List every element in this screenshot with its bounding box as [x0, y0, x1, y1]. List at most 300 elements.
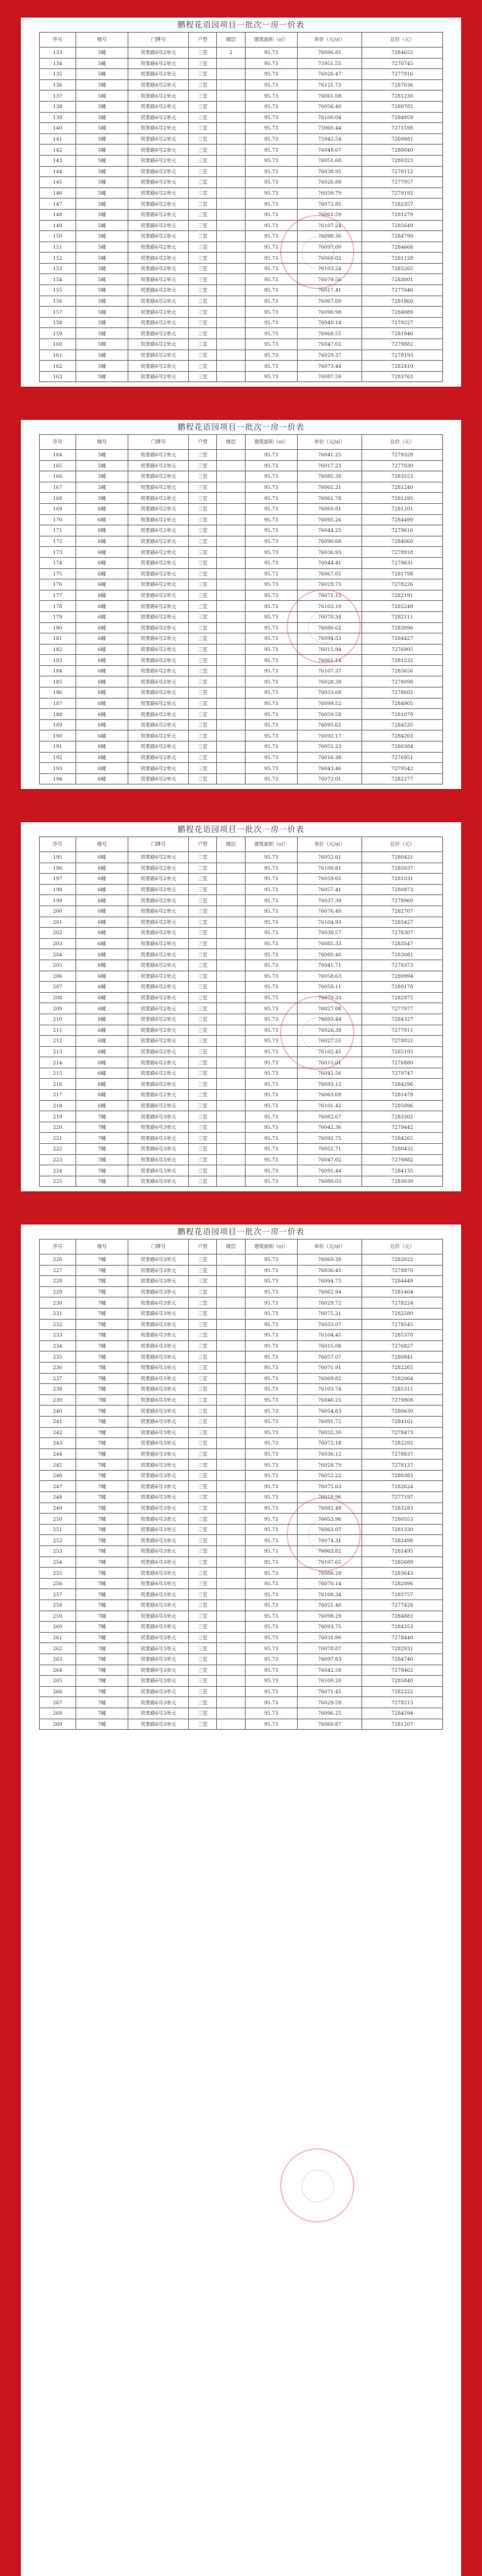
cell-type: 三室: [189, 1100, 217, 1111]
cell-type: 三室: [189, 874, 217, 885]
cell-floor: [217, 992, 245, 1003]
cell-area: 95.73: [245, 852, 297, 863]
cell-floor: [217, 1384, 245, 1395]
cell-building: 5幢: [76, 274, 128, 285]
cell-room: 贸景路6号3单元: [128, 1448, 189, 1460]
table-row: [40, 471, 443, 482]
cell-seq: 254: [40, 1557, 76, 1568]
cell-floor: [217, 525, 245, 536]
table-row: [40, 1643, 443, 1654]
cell-type: 三室: [189, 644, 217, 655]
cell-seq: 230: [40, 1297, 76, 1309]
cell-floor: [217, 209, 245, 220]
cell-total-price: 7281207: [362, 1719, 443, 1730]
cell-area: 95.73: [245, 1144, 297, 1155]
cell-room: 贸景路6号3单元: [128, 1154, 189, 1165]
cell-room: 贸景路6号2单元: [128, 69, 189, 80]
cell-area: 95.73: [245, 1708, 297, 1719]
cell-type: 三室: [189, 1373, 217, 1384]
cell-type: 三室: [189, 187, 217, 199]
header-room: 门牌号: [128, 435, 189, 450]
table-row: [40, 1578, 443, 1589]
cell-room: 贸景路6号2单元: [128, 590, 189, 601]
cell-total-price: 7280873: [362, 884, 443, 895]
cell-total-price: 7280782: [362, 101, 443, 112]
cell-total-price: 7278137: [362, 1460, 443, 1471]
cell-seq: 157: [40, 307, 76, 318]
cell-unit-price: 76052.71: [298, 1144, 362, 1155]
cell-type: 三室: [189, 1265, 217, 1276]
cell-area: 95.73: [245, 1514, 297, 1525]
cell-area: 95.73: [245, 1276, 297, 1287]
cell-unit-price: 76082.48: [298, 1503, 362, 1514]
table-row: [40, 503, 443, 514]
cell-room: 贸景路6号2单元: [128, 482, 189, 493]
cell-seq: 259: [40, 1611, 76, 1622]
cell-building: 5幢: [76, 220, 128, 231]
table-row: [40, 1697, 443, 1708]
table-row: [40, 676, 443, 687]
cell-area: 95.73: [245, 1068, 297, 1079]
cell-floor: [217, 1600, 245, 1611]
cell-building: 6幢: [76, 1025, 128, 1036]
cell-type: 三室: [189, 1276, 217, 1287]
cell-building: 7幢: [76, 1719, 128, 1730]
cell-room: 贸景路6号2单元: [128, 676, 189, 687]
cell-floor: [217, 938, 245, 949]
cell-room: 贸景路6号3单元: [128, 1632, 189, 1643]
cell-unit-price: 76042.58: [298, 1665, 362, 1676]
cell-unit-price: 76054.83: [298, 1406, 362, 1417]
cell-area: 95.73: [245, 471, 297, 482]
cell-unit-price: 76094.73: [298, 1276, 362, 1287]
cell-unit-price: 76069.82: [298, 1373, 362, 1384]
cell-type: 三室: [189, 253, 217, 264]
cell-unit-price: 76069.38: [298, 1254, 362, 1266]
cell-unit-price: 76053.96: [298, 1514, 362, 1525]
cell-building: 6幢: [76, 622, 128, 633]
cell-floor: [217, 1460, 245, 1471]
table-row: [40, 199, 443, 210]
cell-total-price: 7279192: [362, 187, 443, 199]
table-row: [40, 611, 443, 622]
cell-unit-price: 76067.69: [298, 296, 362, 307]
cell-room: 贸景路6号2单元: [128, 687, 189, 699]
cell-type: 三室: [189, 317, 217, 328]
cell-floor: [217, 601, 245, 612]
cell-unit-price: 76028.79: [298, 1460, 362, 1471]
price-table: [39, 1239, 443, 1730]
cell-unit-price: 76052.22: [298, 1470, 362, 1481]
cell-unit-price: 76099.52: [298, 698, 362, 709]
table-row: [40, 1481, 443, 1492]
cell-unit-price: 76097.00: [298, 242, 362, 253]
cell-room: 贸景路6号2单元: [128, 242, 189, 253]
cell-building: 5幢: [76, 177, 128, 188]
cell-area: 95.73: [245, 1524, 297, 1535]
cell-unit-price: 76026.39: [298, 1025, 362, 1036]
cell-area: 95.73: [245, 101, 297, 112]
cell-unit-price: 76093.12: [298, 1079, 362, 1090]
cell-total-price: 7284060: [362, 536, 443, 547]
cell-floor: [217, 1481, 245, 1492]
cell-seq: 148: [40, 209, 76, 220]
cell-seq: 174: [40, 557, 76, 568]
cell-total-price: 7281479: [362, 1090, 443, 1101]
cell-total-price: 7277977: [362, 1003, 443, 1014]
cell-building: 7幢: [76, 1708, 128, 1719]
cell-seq: 202: [40, 928, 76, 939]
cell-building: 6幢: [76, 763, 128, 774]
cell-area: 95.73: [245, 622, 297, 633]
table-row: [40, 361, 443, 372]
table-row: [40, 1373, 443, 1384]
cell-floor: [217, 1665, 245, 1676]
price-table: [39, 837, 443, 1187]
cell-floor: [217, 123, 245, 134]
cell-type: 三室: [189, 557, 217, 568]
cell-total-price: 7278960: [362, 895, 443, 906]
header-building: 楼号: [76, 837, 128, 852]
header-floor: 楼层: [217, 33, 245, 48]
cell-total-price: 7285096: [362, 1100, 443, 1111]
cell-area: 95.73: [245, 1416, 297, 1427]
cell-room: 贸景路6号2单元: [128, 547, 189, 558]
cell-building: 7幢: [76, 1697, 128, 1708]
table-row: [40, 895, 443, 906]
cell-type: 三室: [189, 773, 217, 784]
cell-unit-price: 76052.61: [298, 852, 362, 863]
cell-room: 贸景路6号2单元: [128, 79, 189, 90]
cell-type: 三室: [189, 938, 217, 949]
cell-room: 贸景路6号3单元: [128, 1340, 189, 1351]
table-row: [40, 328, 443, 339]
cell-total-price: 7280841: [362, 1351, 443, 1363]
cell-building: 5幢: [76, 79, 128, 90]
cell-building: 7幢: [76, 1165, 128, 1176]
cell-total-price: 7284905: [362, 698, 443, 709]
cell-seq: 152: [40, 253, 76, 264]
table-row: [40, 133, 443, 145]
header-unit-price: 单价（元/㎡）: [298, 837, 362, 852]
cell-floor: [217, 1557, 245, 1568]
cell-seq: 268: [40, 1708, 76, 1719]
cell-unit-price: 76036.12: [298, 1448, 362, 1460]
cell-floor: [217, 101, 245, 112]
cell-total-price: 7285649: [362, 220, 443, 231]
cell-total-price: 7281240: [362, 482, 443, 493]
cell-area: 95.73: [245, 1014, 297, 1025]
cell-seq: 256: [40, 1578, 76, 1589]
cell-area: 95.73: [245, 1406, 297, 1417]
cell-building: 6幢: [76, 1079, 128, 1090]
table-row: [40, 1176, 443, 1187]
cell-room: 贸景路6号3单元: [128, 1514, 189, 1525]
cell-building: 6幢: [76, 611, 128, 622]
table-row: [40, 1079, 443, 1090]
cell-room: 贸景路6号2单元: [128, 350, 189, 361]
cell-area: 95.73: [245, 155, 297, 166]
cell-type: 三室: [189, 199, 217, 210]
table-row: [40, 730, 443, 741]
cell-total-price: 7282707: [362, 906, 443, 917]
cell-area: 95.73: [245, 1438, 297, 1449]
cell-unit-price: 76095.62: [298, 719, 362, 730]
cell-total-price: 7280421: [362, 852, 443, 863]
cell-type: 三室: [189, 1546, 217, 1557]
cell-area: 95.73: [245, 1600, 297, 1611]
cell-total-price: 7279808: [362, 1394, 443, 1406]
cell-seq: 156: [40, 296, 76, 307]
cell-room: 贸景路6号2单元: [128, 884, 189, 895]
cell-unit-price: 76072.01: [298, 773, 362, 784]
cell-total-price: 7285689: [362, 1557, 443, 1568]
cell-total-price: 7278473: [362, 1427, 443, 1438]
table-row: [40, 1589, 443, 1600]
cell-floor: [217, 1176, 245, 1187]
cell-building: 6幢: [76, 752, 128, 763]
cell-type: 三室: [189, 339, 217, 350]
cell-total-price: 7282265: [362, 1362, 443, 1373]
cell-type: 三室: [189, 1622, 217, 1633]
cell-total-price: 7279631: [362, 557, 443, 568]
table-row: [40, 339, 443, 350]
cell-unit-price: 76029.72: [298, 1297, 362, 1309]
cell-floor: [217, 1165, 245, 1176]
cell-area: 95.73: [245, 763, 297, 774]
cell-unit-price: 76015.08: [298, 1340, 362, 1351]
cell-building: 6幢: [76, 557, 128, 568]
cell-total-price: 7281201: [362, 503, 443, 514]
cell-total-price: 7282410: [362, 361, 443, 372]
cell-total-price: 7284594: [362, 1708, 443, 1719]
cell-area: 95.73: [245, 133, 297, 145]
cell-room: 贸景路6号2单元: [128, 773, 189, 784]
cell-room: 贸景路6号2单元: [128, 622, 189, 633]
cell-seq: 135: [40, 69, 76, 80]
cell-room: 贸景路6号2单元: [128, 741, 189, 753]
cell-type: 三室: [189, 1351, 217, 1363]
cell-floor: [217, 1308, 245, 1319]
cell-floor: [217, 471, 245, 482]
cell-floor: [217, 1111, 245, 1122]
cell-floor: [217, 328, 245, 339]
cell-area: 95.73: [245, 1568, 297, 1579]
cell-room: 贸景路6号2单元: [128, 328, 189, 339]
cell-total-price: 7277957: [362, 177, 443, 188]
cell-unit-price: 75960.44: [298, 123, 362, 134]
cell-room: 贸景路6号2单元: [128, 557, 189, 568]
table-row: [40, 536, 443, 547]
cell-floor: [217, 1122, 245, 1133]
cell-type: 三室: [189, 1014, 217, 1025]
cell-building: 5幢: [76, 69, 128, 80]
table-row: [40, 698, 443, 709]
cell-room: 贸景路6号2单元: [128, 177, 189, 188]
cell-building: 6幢: [76, 938, 128, 949]
cell-area: 95.73: [245, 1154, 297, 1165]
cell-area: 95.73: [245, 1503, 297, 1514]
cell-type: 三室: [189, 220, 217, 231]
cell-area: 95.73: [245, 296, 297, 307]
table-row: [40, 493, 443, 504]
cell-unit-price: 76071.45: [298, 1686, 362, 1697]
cell-unit-price: 76029.73: [298, 579, 362, 590]
cell-total-price: 7276951: [362, 752, 443, 763]
cell-floor: [217, 1265, 245, 1276]
cell-room: 贸景路6号2单元: [128, 698, 189, 709]
cell-unit-price: 76109.20: [298, 1676, 362, 1687]
table-row: [40, 763, 443, 774]
cell-floor: [217, 493, 245, 504]
cell-type: 三室: [189, 741, 217, 753]
cell-floor: [217, 1708, 245, 1719]
cell-type: 三室: [189, 1665, 217, 1676]
header-floor: 楼层: [217, 837, 245, 852]
cell-area: 95.73: [245, 231, 297, 242]
cell-seq: 196: [40, 863, 76, 874]
cell-room: 贸景路6号3单元: [128, 1427, 189, 1438]
cell-floor: [217, 960, 245, 971]
cell-floor: [217, 1697, 245, 1708]
table-row: [40, 1503, 443, 1514]
cell-type: 三室: [189, 1025, 217, 1036]
cell-area: 95.73: [245, 145, 297, 156]
cell-area: 95.73: [245, 863, 297, 874]
cell-type: 三室: [189, 1122, 217, 1133]
cell-seq: 200: [40, 906, 76, 917]
cell-type: 三室: [189, 665, 217, 676]
cell-unit-price: 76072.85: [298, 199, 362, 210]
cell-area: 95.73: [245, 568, 297, 579]
cell-unit-price: 76045.56: [298, 1068, 362, 1079]
cell-building: 7幢: [76, 1154, 128, 1165]
cell-seq: 238: [40, 1384, 76, 1395]
cell-unit-price: 76046.25: [298, 1394, 362, 1406]
cell-total-price: 7279747: [362, 1068, 443, 1079]
cell-area: 95.73: [245, 960, 297, 971]
cell-seq: 169: [40, 503, 76, 514]
cell-floor: [217, 177, 245, 188]
cell-unit-price: 76104.93: [298, 917, 362, 928]
cell-room: 贸景路6号2单元: [128, 863, 189, 874]
cell-total-price: 7284327: [362, 1014, 443, 1025]
table-row: [40, 1492, 443, 1503]
header-floor: 楼层: [217, 435, 245, 450]
cell-room: 贸景路6号3单元: [128, 1122, 189, 1133]
cell-type: 三室: [189, 1362, 217, 1373]
cell-unit-price: 76021.40: [298, 1600, 362, 1611]
cell-total-price: 7281232: [362, 655, 443, 666]
cell-building: 7幢: [76, 1546, 128, 1557]
cell-floor: [217, 1036, 245, 1047]
cell-building: 6幢: [76, 579, 128, 590]
cell-total-price: 7278440: [362, 1632, 443, 1643]
table-row: [40, 1330, 443, 1341]
cell-seq: 193: [40, 763, 76, 774]
cell-unit-price: 75942.54: [298, 133, 362, 145]
cell-total-price: 7281031: [362, 874, 443, 885]
cell-total-price: 7278918: [362, 547, 443, 558]
cell-building: 6幢: [76, 1046, 128, 1057]
cell-unit-price: 76048.67: [298, 145, 362, 156]
cell-type: 三室: [189, 482, 217, 493]
cell-type: 三室: [189, 263, 217, 274]
cell-building: 7幢: [76, 1308, 128, 1319]
cell-type: 三室: [189, 1144, 217, 1155]
cell-unit-price: 76060.81: [298, 503, 362, 514]
cell-area: 95.73: [245, 1351, 297, 1363]
table-row: [40, 209, 443, 220]
cell-floor: [217, 1406, 245, 1417]
cell-total-price: 7281230: [362, 90, 443, 102]
table-row: [40, 906, 443, 917]
cell-building: 7幢: [76, 1297, 128, 1309]
cell-room: 贸景路6号3单元: [128, 1643, 189, 1654]
cell-building: 6幢: [76, 644, 128, 655]
cell-seq: 147: [40, 199, 76, 210]
cell-floor: [217, 611, 245, 622]
table-row: [40, 1460, 443, 1471]
cell-type: 三室: [189, 1632, 217, 1643]
cell-area: 95.73: [245, 525, 297, 536]
cell-unit-price: 76050.11: [298, 982, 362, 993]
cell-total-price: 7279227: [362, 317, 443, 328]
cell-area: 95.73: [245, 611, 297, 622]
cell-floor: [217, 112, 245, 123]
cell-room: 贸景路6号3单元: [128, 1362, 189, 1373]
cell-floor: [217, 1535, 245, 1546]
cell-area: 95.73: [245, 307, 297, 318]
cell-seq: 159: [40, 328, 76, 339]
cell-seq: 264: [40, 1665, 76, 1676]
cell-building: 7幢: [76, 1535, 128, 1546]
cell-type: 三室: [189, 590, 217, 601]
cell-unit-price: 76047.02: [298, 339, 362, 350]
cell-total-price: 7283039: [362, 1176, 443, 1187]
cell-unit-price: 76095.26: [298, 514, 362, 525]
cell-type: 三室: [189, 1286, 217, 1297]
table-row: [40, 557, 443, 568]
cell-unit-price: 76056.40: [298, 101, 362, 112]
cell-unit-price: 76067.05: [298, 568, 362, 579]
cell-floor: [217, 1492, 245, 1503]
cell-room: 贸景路6号2单元: [128, 992, 189, 1003]
table-row: [40, 274, 443, 285]
cell-total-price: 7271598: [362, 123, 443, 134]
cell-unit-price: 76058.63: [298, 971, 362, 982]
cell-seq: 153: [40, 263, 76, 274]
cell-area: 95.73: [245, 547, 297, 558]
cell-total-price: 7278602: [362, 687, 443, 699]
cell-building: 7幢: [76, 1144, 128, 1155]
cell-floor: [217, 644, 245, 655]
cell-type: 三室: [189, 1340, 217, 1351]
cell-room: 贸景路6号2单元: [128, 633, 189, 644]
table-row: [40, 1524, 443, 1535]
cell-type: 三室: [189, 1719, 217, 1730]
cell-area: 95.73: [245, 1665, 297, 1676]
table-header-row: [40, 1240, 443, 1254]
cell-floor: [217, 1330, 245, 1341]
cell-type: 三室: [189, 1079, 217, 1090]
cell-type: 三室: [189, 90, 217, 102]
cell-unit-price: 76042.36: [298, 1122, 362, 1133]
cell-area: 95.73: [245, 242, 297, 253]
cell-seq: 209: [40, 1003, 76, 1014]
cell-building: 7幢: [76, 1600, 128, 1611]
cell-seq: 198: [40, 884, 76, 895]
